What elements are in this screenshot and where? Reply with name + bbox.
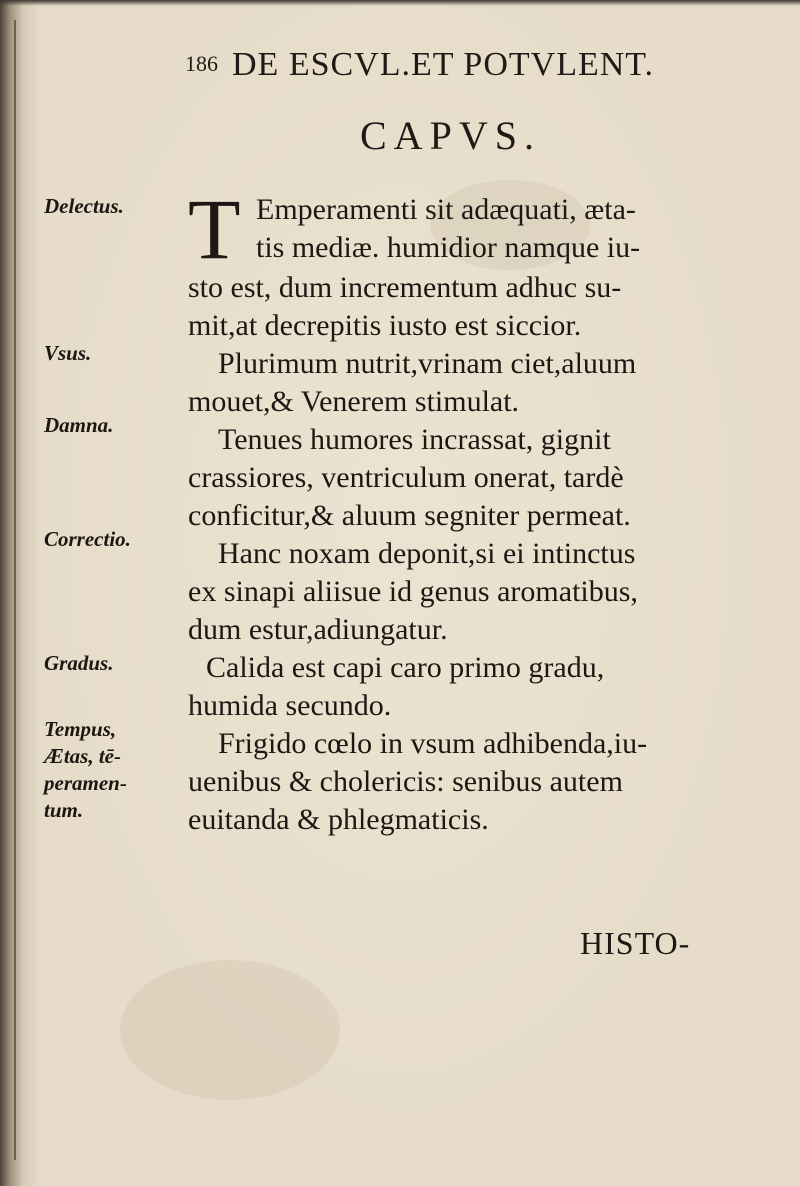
book-gutter <box>0 0 22 1186</box>
text-line: crassiores, ventriculum onerat, tardè <box>188 461 624 494</box>
text-line: Hanc noxam deponit,si ei intinctus <box>218 537 636 570</box>
margin-note-tempus: Tempus, Ætas, tē- peramen- tum. <box>44 717 127 822</box>
chapter-title: CAPVS. <box>360 113 541 158</box>
text-line: ex sinapi aliisue id genus aromatibus, <box>188 575 638 608</box>
text-line: Frigido cœlo in vsum adhibenda,iu- <box>218 727 648 760</box>
text-line: dum estur,adiungatur. <box>188 613 448 646</box>
drop-cap: T <box>188 181 241 277</box>
catchword: HISTO- <box>580 925 691 961</box>
text-line: mouet,& Venerem stimulat. <box>188 385 520 418</box>
margin-note-delectus: Delectus. <box>44 194 124 218</box>
text-line: Emperamenti sit adæquati, æta- <box>256 193 636 226</box>
margin-note-gradus: Gradus. <box>44 651 114 675</box>
text-line: sto est, dum incrementum adhuc su- <box>188 271 622 304</box>
running-head <box>185 46 785 84</box>
text-line: Plurimum nutrit,vrinam ciet,aluum <box>218 347 637 380</box>
text-line: Tenues humores incrassat, gignit <box>218 423 611 456</box>
running-head-title: DE ESCVL.ET POTVLENT. <box>232 46 655 83</box>
text-line: conficitur,& aluum segniter permeat. <box>188 499 631 532</box>
margin-note-vsus: Vsus. <box>44 341 92 365</box>
text-line: mit,at decrepitis iusto est siccior. <box>188 309 582 342</box>
margin-note-correctio: Correctio. <box>44 527 131 551</box>
page-number: 186 <box>185 51 218 76</box>
margin-note-damna: Damna. <box>44 413 114 437</box>
gutter-binding-line <box>14 20 16 1160</box>
text-line: euitanda & phlegmaticis. <box>188 803 489 836</box>
text-line: humida secundo. <box>188 689 392 722</box>
text-line: tis mediæ. humidior namque iu- <box>256 231 641 264</box>
paper-stain <box>120 960 340 1100</box>
text-line: Calida est capi caro primo gradu, <box>206 651 605 684</box>
text-line: uenibus & cholericis: senibus autem <box>188 765 623 798</box>
page-top-edge <box>0 0 800 6</box>
